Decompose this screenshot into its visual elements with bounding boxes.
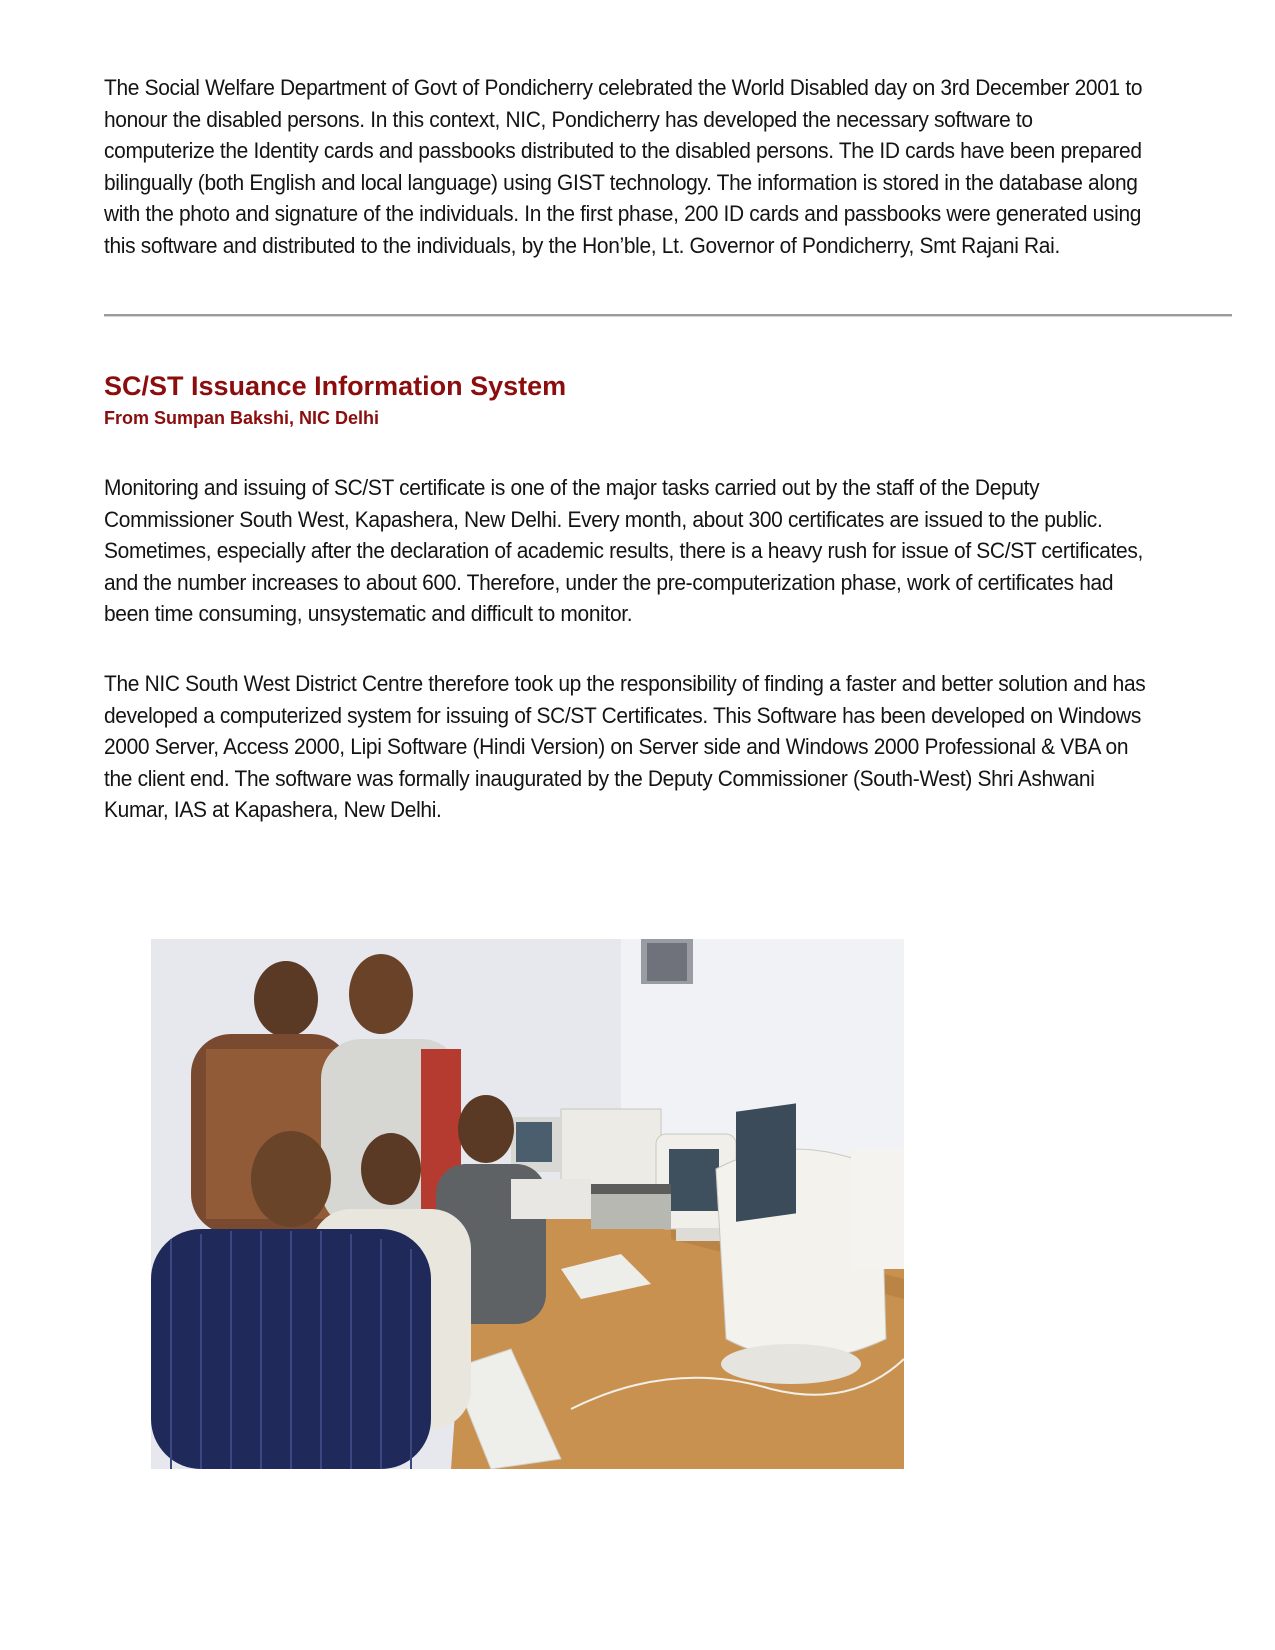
- section-title: SC/ST Issuance Information System: [104, 371, 567, 401]
- inauguration-photo: [151, 939, 904, 1469]
- body-paragraph-1: Monitoring and issuing of SC/ST certificate is one of the major tasks carried out by the staff of the Deputy Commissioner South West, Kapashera, New Delhi. Every month, about 300 certificates are issued to the public. Sometimes, especially after the declaration of academic results, there is a heavy rush for issue of SC/ST certificates, and the number increases to about 600. Therefore, under the pre-computerization phase, work of certificates had been time consuming, unsystematic and difficult to monitor.: [104, 475, 1143, 626]
- section-byline: From Sumpan Bakshi, NIC Delhi: [104, 408, 380, 428]
- section-divider: [104, 314, 1232, 317]
- body-paragraph-2: The NIC South West District Centre therefore took up the responsibility of finding a faster and better solution and has developed a computerized system for issuing of SC/ST Certificates. This Software has been developed on Windows 2000 Server, Access 2000, Lipi Software (Hindi Version) on Server side and Windows 2000 Professional & VBA on the client end. The software was formally inaugurated by the Deputy Commissioner (South-West) Shri Ashwani Kumar, IAS at Kapashera, New Delhi.: [104, 671, 1146, 822]
- intro-paragraph: The Social Welfare Department of Govt of Pondicherry celebrated the World Disabled day on 3rd December 2001 to honour the disabled persons. In this context, NIC, Pondicherry has developed the necessary software to computerize the Identity cards and passbooks distributed to the disabled persons. The ID cards have been prepared bilingually (both English and local language) using GIST technology. The information is stored in the database along with the photo and signature of the individuals. In the first phase, 200 ID cards and passbooks were generated using this software and distributed to the individuals, by the Hon’ble, Lt. Governor of Pondicherry, Smt Rajani Rai.: [104, 75, 1143, 258]
